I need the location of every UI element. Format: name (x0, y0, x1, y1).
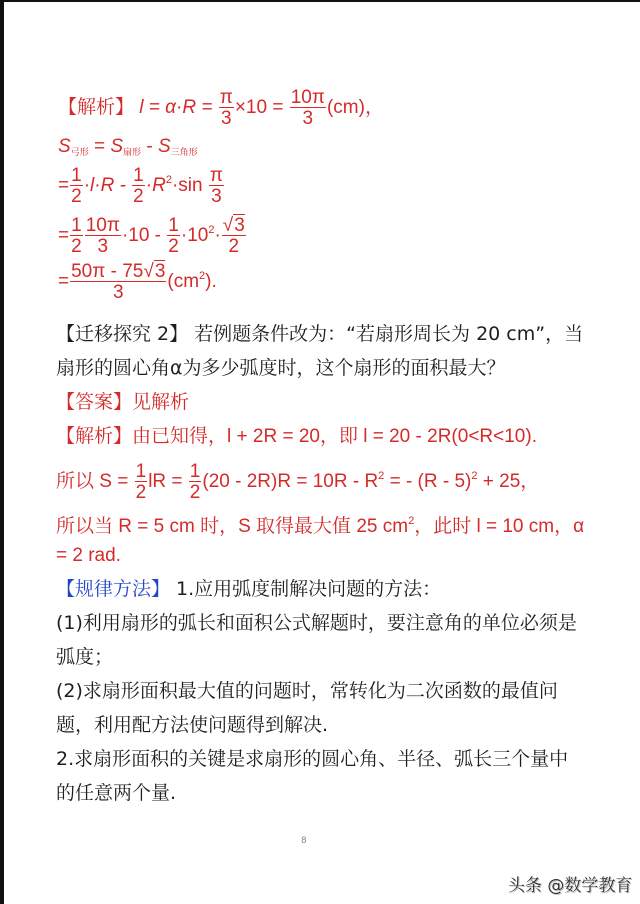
transfer-label: 【迁移探究 2】 (56, 323, 189, 345)
solution1-eq2: $S_{弓形} = S_{扇形} - S_{三角形}$ (58, 136, 198, 157)
method-label: 【规律方法】 (56, 578, 171, 600)
page-border-top (0, 0, 640, 2)
solution2-line2: 所以 S = $\frac{1}{2}$ lR = $\frac{1}{2}$ $(20 - 2R)R = 10R - R^2$ = - (R - 5)$^2$ + 25， (56, 461, 540, 503)
fraction: $\frac{10\pi}{3}$ (290, 87, 325, 129)
method-p2-cont: 题，利用配方法使问题得到解决. (56, 714, 329, 736)
method-p1: (1)利用扇形的弧长和面积公式解题时，要注意角的单位必须是 (56, 612, 577, 634)
solution-label: 【解析】 (56, 426, 133, 447)
transfer-question-line2: 扇形的圆心角α为多少弧度时，这个扇形的面积最大？ (56, 357, 506, 379)
answer-label: 【答案】 (56, 391, 133, 413)
page-border-left (0, 0, 4, 904)
answer: 【答案】见解析 (56, 391, 190, 413)
solution-label: 【解析】 (58, 97, 135, 119)
method-p1-cont: 弧度； (56, 646, 114, 668)
solution2-line4: = 2 rad. (56, 545, 121, 566)
method-intro: 【规律方法】 1.应用弧度制解决问题的方法： (56, 578, 442, 600)
solution2-line3: 所以当 R = 5 cm 时，S 取得最大值 25 $cm^2$，此时 l = 10 cm，α (56, 515, 585, 537)
watermark: 头条 @数学教育 (508, 876, 633, 896)
solution1-eq5: = $\frac{50\pi - 75√3}{3}$ $(cm^2)$. (58, 261, 217, 303)
method-p3-cont: 的任意两个量. (56, 782, 177, 804)
solution1-eq1: 【解析】 l = α·R = $\frac{\pi}{3}$ ×10 = $\frac{10\pi}{3}$ (cm)， (58, 87, 384, 129)
fraction: $\frac{\pi}{3}$ (219, 87, 233, 129)
solution2-line1: 【解析】由已知得，l + 2R = 20，即 l = 20 - 2R(0<R<10). (56, 426, 537, 447)
page-number: 8 (301, 836, 307, 846)
method-p3: 2.求扇形面积的关键是求扇形的圆心角、半径、弧长三个量中 (56, 748, 569, 770)
transfer-question: 【迁移探究 2】 若例题条件改为：“若扇形周长为 20 cm”，当 (56, 323, 584, 345)
solution1-eq4: = $\frac{1}{2}$ $\frac{10\pi}{3}$ ·10 - $\frac{1}{2}$ $\cdot 10^2\cdot$ $\frac{√3}{2}$ (58, 215, 245, 257)
method-p2: (2)求扇形面积最大值的问题时，常转化为二次函数的最值问 (56, 680, 558, 702)
solution1-eq3: = $\frac{1}{2}$ ·l·R - $\frac{1}{2}$ $\cdot R^2\cdot\sin$ $\frac{\pi}{3}$ (58, 165, 223, 207)
